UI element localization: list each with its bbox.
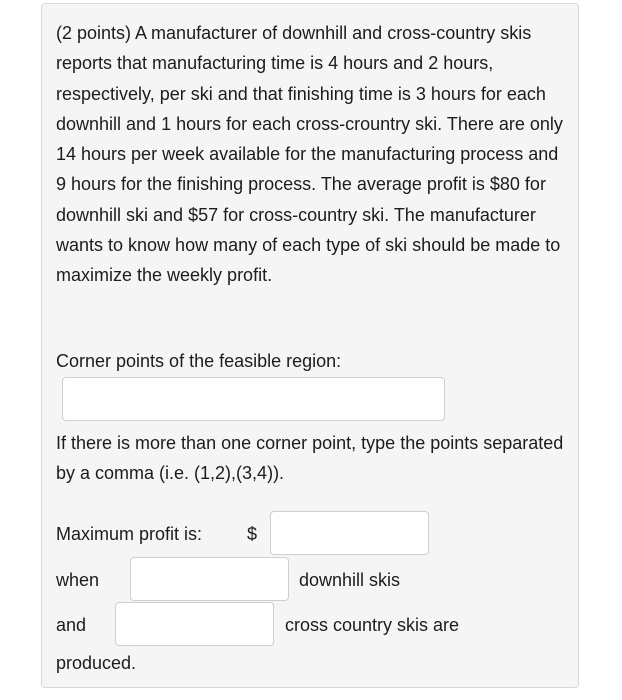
question-card bbox=[41, 3, 579, 688]
cross-country-skis-label: cross country skis are bbox=[285, 615, 460, 635]
problem-statement: (2 points) A manufacturer of downhill and cross-country skis reports that manufacturing time is 4 hours and 2 hours, respectively, per ski and that finishing time is 3 hours for each downhill and 1 hours for each cross-crountry ski. There are only 14 hours per week available for the manufacturing process and 9 hours for the finishing process. The average profit is $80 for downhill ski and $57 for cross-country ski. The manufacturer wants to know how many of each type of ski should be made to maximize the weekly profit. bbox=[56, 23, 563, 286]
when-label: when bbox=[56, 570, 100, 590]
corner-points-hint: If there is more than one corner point, type the points separated by a comma (i.e. (1,2),(3,4)). bbox=[56, 433, 564, 483]
cross-country-skis-input[interactable] bbox=[115, 602, 274, 646]
corner-points-label: Corner points of the feasible region: bbox=[56, 351, 342, 371]
produced-label: produced. bbox=[56, 653, 137, 673]
downhill-skis-label: downhill skis bbox=[299, 570, 401, 590]
max-profit-input[interactable] bbox=[270, 511, 429, 555]
dollar-sign: $ bbox=[247, 524, 258, 544]
max-profit-label: Maximum profit is: bbox=[56, 524, 203, 544]
corner-points-input[interactable] bbox=[62, 377, 445, 421]
and-label: and bbox=[56, 615, 87, 635]
downhill-skis-input[interactable] bbox=[130, 557, 289, 601]
